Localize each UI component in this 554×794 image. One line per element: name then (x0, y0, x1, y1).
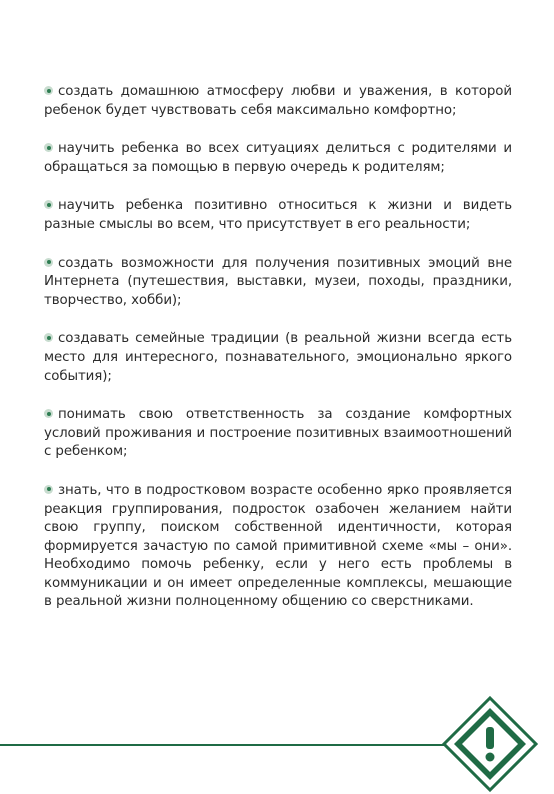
bullet-icon (44, 143, 53, 152)
list-item (44, 406, 512, 462)
list-item-text: научить ребенка во всех ситуациях делиться с родителями и обращаться за помощью в первую очередь к родителям; (44, 141, 512, 175)
list-item-text: создать возможности для получения позитивных эмоций вне Интернета (путешествия, выставки, музеи, походы, праздники, творчество, хобби); (44, 255, 512, 308)
bullet-icon (44, 485, 53, 494)
list-item-text: создавать семейные традиции (в реальной жизни всегда есть место для интересного, познавательного, эмоционально яркого события); (44, 331, 512, 384)
footer-divider (0, 744, 452, 746)
list-item-text: научить ребенка позитивно относиться к жизни и видеть разные смыслы во всем, что присутствует в его реальности; (44, 198, 512, 232)
bullet-icon (44, 333, 53, 342)
list-item (44, 140, 512, 177)
list-item (44, 255, 512, 311)
warning-exclamation-icon (440, 694, 540, 794)
list-item (44, 197, 512, 234)
list-item (44, 482, 512, 612)
bullet-list (44, 83, 512, 632)
list-item-text: знать, что в подростковом возрасте особенно ярко проявляется реакция группирования, подросток озабочен желанием найти свою группу, поиском собственной идентичности, которая формируется зачастую по самой примитивной схеме «мы – они». Необходимо помочь ребенку, если у него есть проблемы в коммуникации и он имеет определенные комплексы, мешающие в реальной жизни полноценному общению со сверстниками. (44, 482, 512, 610)
bullet-icon (44, 200, 53, 209)
bullet-icon (44, 409, 53, 418)
list-item-text: понимать свою ответственность за создание комфортных условий проживания и построение позитивных взаимоотношений с ребенком; (44, 407, 512, 460)
bullet-icon (44, 258, 53, 267)
list-item (44, 330, 512, 386)
list-item (44, 83, 512, 120)
bullet-icon (44, 86, 53, 95)
list-item-text: создать домашнюю атмосферу любви и уважения, в которой ребенок будет чувствовать себя максимально комфортно; (44, 84, 512, 118)
